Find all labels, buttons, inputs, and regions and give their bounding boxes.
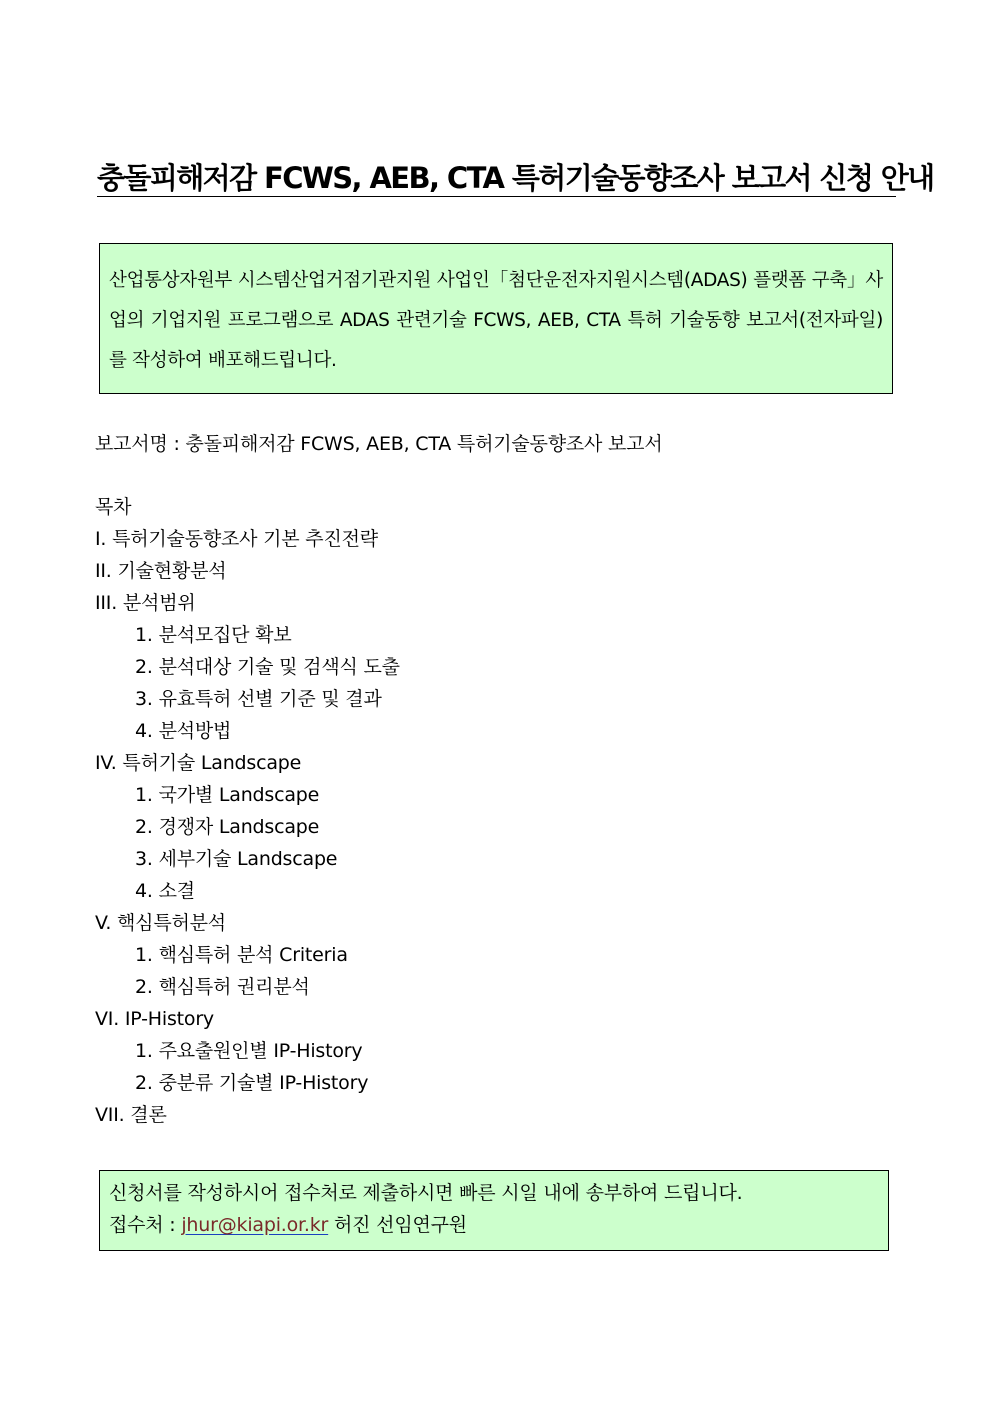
toc-subitem: 2. 경쟁자 Landscape bbox=[135, 816, 320, 838]
toc-subitem: 1. 국가별 Landscape bbox=[135, 784, 320, 806]
toc-subitem: 2. 분석대상 기술 및 검색식 도출 bbox=[135, 656, 400, 678]
toc-subitem: 1. 핵심특허 분석 Criteria bbox=[135, 944, 348, 966]
toc-item: IV. 특허기술 Landscape bbox=[95, 752, 302, 774]
intro-text: 산업통상자원부 시스템산업거점기관지원 사업인「첨단운전자지원시스템(ADAS) 플랫폼 구축」사업의 기업지원 프로그램으로 ADAS 관련기술 FCWS, AEB, CTA 특허 기술동향 보고서(전자파일)를 작성하여 배포해드립니다. bbox=[109, 270, 883, 371]
toc-heading: 목차 bbox=[95, 496, 132, 518]
contact-email-link[interactable]: jhur@kiapi.or.kr bbox=[181, 1214, 329, 1236]
toc-subitem: 2. 중분류 기술별 IP-History bbox=[135, 1072, 369, 1094]
toc-item: VI. IP-History bbox=[95, 1008, 214, 1030]
toc-subitem: 3. 유효특허 선별 기준 및 결과 bbox=[135, 688, 382, 710]
toc-subitem: 3. 세부기술 Landscape bbox=[135, 848, 338, 870]
contact-person: 허진 선임연구원 bbox=[328, 1214, 467, 1236]
toc-item: I. 특허기술동향조사 기본 추진전략 bbox=[95, 528, 378, 550]
toc-subitem: 1. 분석모집단 확보 bbox=[135, 624, 292, 646]
toc-subitem: 4. 분석방법 bbox=[135, 720, 232, 742]
toc-item: III. 분석범위 bbox=[95, 592, 196, 614]
application-box bbox=[99, 1170, 889, 1251]
application-instruction: 신청서를 작성하시어 접수처로 제출하시면 빠른 시일 내에 송부하여 드립니다. bbox=[109, 1182, 743, 1204]
intro-box bbox=[99, 243, 893, 394]
title-underline bbox=[97, 196, 896, 197]
contact-label: 접수처 : bbox=[109, 1214, 182, 1236]
toc-subitem: 1. 주요출원인별 IP-History bbox=[135, 1040, 363, 1062]
toc-item: V. 핵심특허분석 bbox=[95, 912, 226, 934]
contact-line bbox=[109, 1209, 879, 1241]
report-name: 보고서명 : 충돌피해저감 FCWS, AEB, CTA 특허기술동향조사 보고서 bbox=[95, 433, 663, 455]
toc-item: II. 기술현황분석 bbox=[95, 560, 227, 582]
toc-subitem: 2. 핵심특허 권리분석 bbox=[135, 976, 310, 998]
toc-item: VII. 결론 bbox=[95, 1104, 167, 1126]
toc-subitem: 4. 소결 bbox=[135, 880, 195, 902]
table-of-contents bbox=[95, 491, 695, 1131]
page-title: 충돌피해저감 FCWS, AEB, CTA 특허기술동향조사 보고서 신청 안내 bbox=[97, 161, 934, 195]
